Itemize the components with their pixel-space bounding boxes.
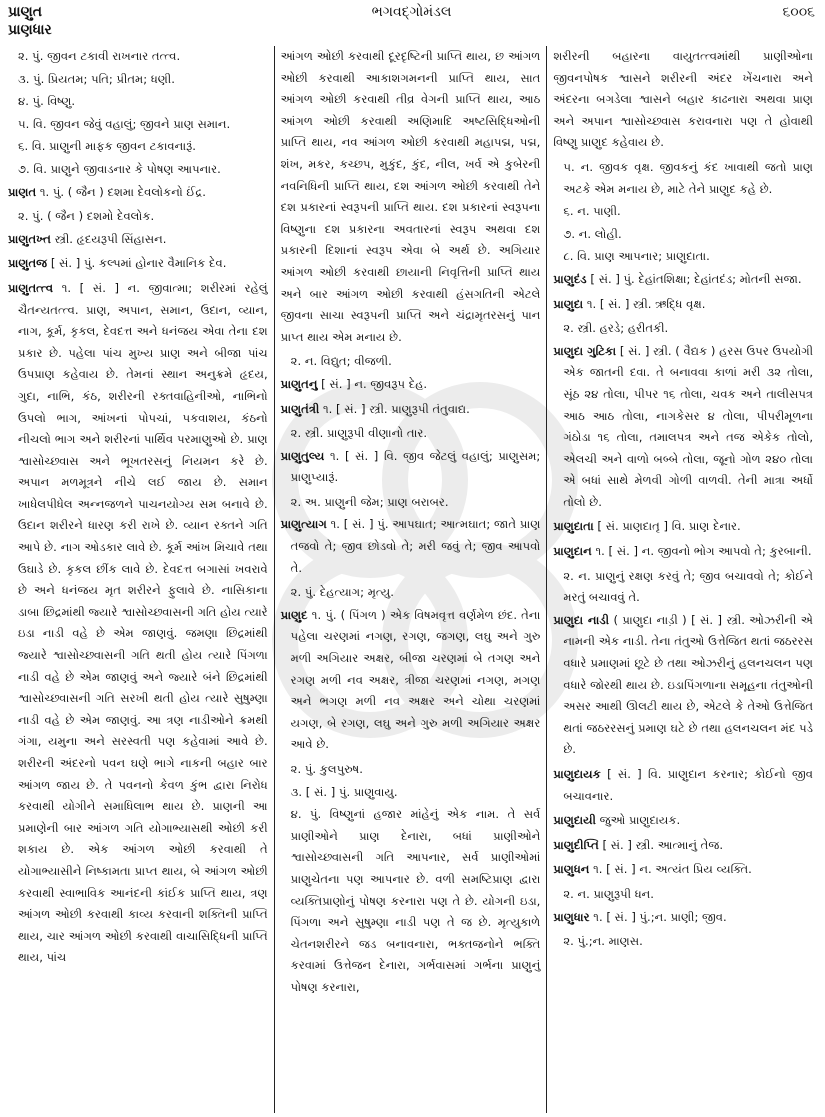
headword: પ્રાણુદાતા bbox=[553, 519, 594, 534]
definition-text: ૧. [ સં. ] ન. જીવાત્મા; શરીરમાં રહેલું ચૈતન્યતત્ત્વ. પ્રાણ, અપાન, સમાન, ઉદાન, વ્યાન, નાગ, કૂર્મ, કૃકલ, દેવદત્ત અને ધનંજય એવા તેના દશ પ્રકાર છે. પહેલા પાંચ મુખ્ય પ્રાણ અને બીજા પાંચ ઉપપ્રાણ કહેવાય છે. તેમનાં સ્થાન અનુક્રમે હૃદય, ગુદા, નાભિ, કંઠ, શરીરની રક્તવાહિનીઓ, નાભિનો ઉપલો ભાગ, આંખનાં પોપચાં, પકવાશય, કંઠનો નીચલો ભાગ અને શરીરનાં પાર્થિવ પરમાણુઓ છે. પ્રાણ શ્વાસોચ્છ્વાસ અને ભૂખતરસનું નિયમન કરે છે. અપાન મળમૂત્રને નીચે લઈ જાય છે. સમાન ખાધેલપીધેલ અન્નજળને પાચનયોગ્ય સમ બનાવે છે. ઉદાન શરીરને ધારણ કરી રાખે છે. વ્યાન રક્તને ગતિ આપે છે. નાગ ઓડકાર લાવે છે. કૂર્મ આંખ મિચાવે તથા ઉઘાડે છે. કૃકલ છીંક લાવે છે. દેવદત્ત બગાસાં ખવરાવે છે અને ધનંજય મૃત શરીરને ફુલાવે છે. નાસિકાના ડાબા છિદ્રમાંથી જ્યારે શ્વાસોચ્છ્વાસની ગતિ હોય ત્યારે ઇડા નાડી વહે છે એમ જાણવું. જમણા છિદ્રમાંથી જ્યારે શ્વાસોચ્છ્વાસની ગતિ થતી હોય ત્યારે પિંગળા નાડી વહે છે એમ જાણવું અને જ્યારે બંને છિદ્રમાંથી શ્વાસોચ્છ્વાસની ગતિ સરખી થતી હોય ત્યારે સુષુમ્ણા નાડી વહે છે એમ જાણવું. આ ત્રણ નાડીઓને ક્રમથી ગંગા, યમુના અને સરસ્વતી પણ કહેવામાં આવે છે. શરીરની અંદરનો પવન ઘણે ભાગે નાકની બહાર બાર આંગળ જાય છે. તે પવનનો કેવળ કુંભ દ્વારા નિરોધ કરવાથી યોગીને સમાધિલાભ થાય છે. પ્રાણની આ પ્રમાણેની બાર આંગળ ગતિ યોગાભ્યાસથી ઓછી કરી શકાય છે. એક આંગળ ઓછી કરવાથી તે યોગાભ્યાસીને નિષ્કામતા પ્રાપ્ત થાય, બે આંગળ ઓછી કરવાથી સ્વાભાવિક આનંદની કાંઈક પ્રાપ્તિ થાય, ત્રણ આંગળ ઓછી કરવાથી કાવ્ય કરવાની શક્તિની પ્રાપ્તિ થાય, ચાર આંગળ ઓછી કરવાથી વાચાસિદ્ધિની પ્રાપ્તિ થાય, પાંચ bbox=[18, 280, 268, 965]
dictionary-entry bbox=[8, 229, 268, 251]
page-number: ૬૦૦૬ bbox=[782, 4, 815, 20]
dictionary-entry bbox=[281, 446, 541, 489]
definition-text: ૧. [ સં. ] વિ. જીવ જેટલું વહાલું; પ્રાણુસમ; પ્રાણુપ્યારૂં. bbox=[290, 448, 541, 485]
continued-definition: આંગળ ઓછી કરવાથી દૂરદૃષ્ટિની પ્રાપ્તિ થાય, છ આંગળ ઓછી કરવાથી આકાશગમનની પ્રાપ્તિ થાય, સાત આંગળ ઓછી કરવાથી તીવ્ર વેગની પ્રાપ્તિ થાય, આઠ આંગળ ઓછી કરવાથી અણિમાદિ અષ્ટસિદ્ધિઓની પ્રાપ્તિ થાય, નવ આંગળ ઓછી કરવાથી મહાપદ્મ, પદ્મ, શંખ, મકર, કચ્છપ, મુકુંદ, કુંદ, નીલ, ખર્વ એ કુબેરની નવનિધિની પ્રાપ્તિ થાય, દશ આંગળ ઓછી કરવાથી તેને દશ પ્રકારનાં સ્વરૂપની પ્રાપ્તિ થાય. દશ પ્રકારનાં સ્વરૂપના વિષ્ણુના દશ પ્રકારના અવતારનાં સ્વરૂપ અથવા દશ પ્રકારની દિશાનાં સ્વરૂપ એવા બે અર્થ છે. અગિયાર આંગળ ઓછી કરવાથી છાયાની નિવૃત્તિની પ્રાપ્તિ થાય અને બાર આંગળ ઓછી કરવાથી હંસગતિની એટલે જીવના સાચા સ્વરૂપની પ્રાપ્તિ અને ચંદ્રામૃતરસનું પાન પ્રાપ્ત થાય એમ મનાય છે. bbox=[280, 49, 541, 344]
sense-definition: ૭. ન. લોહી. bbox=[563, 226, 622, 241]
definition-text: [ સં. ] પું. કલ્પમાં હોનાર વૈમાનિક દેવ. bbox=[47, 256, 227, 271]
headword: પ્રાણુદા નાડી bbox=[553, 612, 610, 627]
sense-definition: ૮. વિ. પ્રાણ આપનાર; પ્રાણુદાતા. bbox=[563, 249, 710, 264]
sense-definition: ૨. સ્ત્રી. પ્રાણુરૂપી વીણાનો તાર. bbox=[290, 426, 428, 441]
dictionary-entry bbox=[553, 341, 813, 514]
definition-text: [ સં. ] વિ. પ્રાણુદાન કરનાર; કોઈનો જીવ બચાવનાર. bbox=[563, 767, 814, 803]
dictionary-entry bbox=[553, 516, 813, 538]
headword: પ્રાણુદાયક bbox=[553, 767, 601, 781]
headword: પ્રાણુતંત્રી bbox=[280, 401, 320, 416]
sense-definition: ૩. [ સં. ] પું. પ્રાણુવાયુ. bbox=[290, 784, 398, 799]
headword: પ્રાણુતખ્ત bbox=[8, 231, 51, 246]
headword: પ્રાણુધાર bbox=[553, 909, 590, 924]
definition-text: ૧. [ સં. ] ન. અત્યંત પ્રિય વ્યક્તિ. bbox=[589, 862, 752, 877]
sense-definition: ૬. વિ. પ્રાણુની માફક જીવન ટકાવનારૂં. bbox=[18, 139, 196, 154]
dictionary-entry bbox=[8, 278, 268, 969]
dictionary-entry bbox=[553, 610, 813, 761]
column-3 bbox=[546, 46, 819, 1113]
dictionary-entry bbox=[8, 253, 268, 275]
definition-text: સ્ત્રી. હૃદયરૂપી સિંહાસન. bbox=[50, 231, 167, 246]
headword: પ્રાણુદા ગુટિકા bbox=[553, 343, 617, 358]
sense-definition: ૨. પું. ( જૈન ) દશમો દેવલોક. bbox=[18, 209, 155, 224]
definition-text: [ સં. ] પું. દેહાંતશિક્ષા; દેહાંતદંડ; મોતની સજા. bbox=[586, 271, 802, 286]
headword: પ્રાણુતત્ત્વ bbox=[8, 280, 54, 295]
sense-definition: ૭. વિ. પ્રાણુને જીવાડનાર કે પોષણ આપનાર. bbox=[18, 161, 221, 176]
dictionary-entry bbox=[281, 514, 541, 579]
definition-text: ૧. [ સં. ] સ્ત્રી. પ્રાણુરૂપી તંતુવાદ્ય. bbox=[319, 401, 470, 416]
dictionary-columns bbox=[8, 46, 819, 1113]
dictionary-entry bbox=[281, 399, 541, 421]
page-title: ભગવદ્ગોમંડલ bbox=[371, 4, 452, 20]
definition-text: ૧. [ સં. ] પું.;ન. પ્રાણી; જીવ. bbox=[589, 909, 727, 924]
sense-definition: ૪. પું. વિષ્ણુનાં હજાર માંહેનું એક નામ. તે સર્વ પ્રાણીઓને પ્રાણ દેનારા, બધાં પ્રાણીઓને શ્વાસોચ્છ્વાસની ગતિ આપનાર, સર્વ પ્રાણીઓમાં પ્રાણુચેતના પણ આપનાર છે. વળી સમષ્ટિપ્રાણ દ્વારા વ્યક્તિપ્રાણોનું પોષણ કરનારા પણ તે છે. યોગની ઇડા, પિંગળા અને સુષુમ્ણા નાડી પણ તે જ છે. મૃત્યુકાળે ચેતનશરીરને જડ બનાવનારા, ભક્તજનોને ભક્તિ કરવામાં ઉત્તેજન દેનારા, ગર્ભવાસમાં ગર્ભના પ્રાણુનું પોષણ કરનારા, bbox=[290, 807, 541, 994]
definition-text: ૧. [ સં. ] ન. જીવનો ભોગ આપવો તે; કુરબાની. bbox=[591, 544, 812, 559]
sense-definition: ૨. ન. વિદ્યુત; વીજળી. bbox=[290, 354, 392, 369]
sense-definition: ૨. અ. પ્રાણુની જેમ; પ્રાણ બરાબર. bbox=[290, 494, 449, 509]
dictionary-entry bbox=[281, 374, 541, 396]
definition-text: ૧. [ સં. ] સ્ત્રી. ઋદ્ધિ વૃક્ષ. bbox=[583, 296, 706, 311]
headword: પ્રાણુતનુ bbox=[280, 376, 318, 391]
column-1 bbox=[8, 46, 274, 1113]
definition-text: ૧. [ સં. ] પું. આપઘાત; આત્મઘાત; જાતે પ્રાણ તજવો તે; જીવ છોડવો તે; મરી જવું તે; જીવ આપવો તે. bbox=[290, 517, 541, 575]
definition-text: ૧. પું. ( પિંગળ ) એક વિષમવૃત્ત વર્ણમેળ છંદ. તેના પહેલા ચરણમાં નગણ, રગણ, જગણ, લઘુ અને ગુરુ મળી અગિયાર અક્ષર, બીજા ચરણમાં બે તગણ અને રગણ મળી નવ અક્ષર, ત્રીજા ચરણમાં નગણ, મગણ અને ભગણ મળી નવ અક્ષર અને ચોથા ચરણમાં યગણ, બે રગણ, લઘુ અને ગુરુ મળી અગિયાર અક્ષર આવે છે. bbox=[290, 607, 541, 752]
headword: પ્રાણુદીપ્તિ bbox=[553, 837, 599, 852]
headword: પ્રાણુધન bbox=[553, 862, 590, 877]
dictionary-entry bbox=[8, 182, 268, 204]
headword: પ્રાણુતુલ્ય bbox=[280, 448, 325, 463]
running-head-first: પ્રાણુત bbox=[8, 4, 43, 20]
headword: પ્રાણુદંડ bbox=[553, 271, 587, 286]
sense-definition: ૨. પું. કુલપુરુષ. bbox=[290, 762, 363, 776]
sense-definition: ૫. ન. જીવક વૃક્ષ. જીવકનું કંદ ખાવાથી જતો પ્રાણ અટકે એમ મનાય છે, માટે તેને પ્રાણુદ કહે છે. bbox=[563, 159, 814, 196]
sense-definition: ૨. પું.;ન. માણસ. bbox=[563, 934, 643, 949]
page-header bbox=[8, 4, 815, 26]
definition-text: ( પ્રાણુદા નાડ઼ી ) [ સં. ] સ્ત્રી. ઓઝરીની એ નામની એક નાડી. તેના તંતુઓ ઉત્તેજિત થતાં જઠરરસ વધારે પ્રમાણમાં છૂટે છે તથા ઓઝરીનું હલનચલન પણ વધારે જોરથી થાય છે. ઇડાપિંગળાના સમૂહના તંતુઓની અસર આથી ઊલટી થાય છે, એટલે કે તેઓ ઉત્તેજિત થતાં જઠરરસનું પ્રમાણ ઘટે છે તથા હલનચલન મંદ પડે છે. bbox=[563, 612, 814, 757]
dictionary-entry bbox=[553, 835, 813, 857]
dictionary-entry bbox=[553, 907, 813, 929]
sense-definition: ૨. સ્ત્રી. હરડે; હરીતકી. bbox=[563, 321, 669, 336]
headword: પ્રાણુતજ bbox=[8, 256, 48, 271]
definition-text: [ સં. પ્રાણદાતૃ ] વિ. પ્રાણ દેનાર. bbox=[593, 519, 741, 534]
headword: પ્રાણુદા bbox=[553, 296, 584, 311]
headword: પ્રાણુત્યાગ bbox=[280, 517, 327, 532]
headword: પ્રાણુદાન bbox=[553, 544, 592, 559]
dictionary-entry bbox=[553, 541, 813, 563]
dictionary-entry bbox=[553, 294, 813, 316]
sense-definition: ૨. ન. પ્રાણુનું રક્ષણ કરવું તે; જીવ બચાવવો તે; કોઈને મરતું બચાવવું તે. bbox=[563, 568, 814, 605]
sense-definition: ૨. પું. દેહત્યાગ; મૃત્યુ. bbox=[290, 585, 394, 600]
headword: પ્રાણુદ bbox=[280, 607, 308, 622]
sense-definition: ૫. વિ. જીવન જેવું વહાલું; જીવને પ્રાણ સમાન. bbox=[18, 116, 231, 131]
continued-definition: શરીરની બહારના વાયુતત્ત્વમાંથી પ્રાણીઓના જીવનપોષક શ્વાસને શરીરની અંદર ખેંચનારા અને અંદરના બગડેલા શ્વાસને બહાર કાઢનારા અથવા પ્રાણ અને અપાન શ્વાસોચ્છ્વાસ કરાવનારા પણ તે હોવાથી વિષ્ણુ પ્રાણુદ કહેવાય છે. bbox=[553, 49, 814, 150]
sense-definition: ૨. ન. પ્રાણુરૂપી ધન. bbox=[563, 886, 654, 901]
sense-definition: ૨. પું. જીવન ટકાવી રાખનાર તત્ત્વ. bbox=[18, 49, 181, 63]
headword: પ્રાણત bbox=[8, 184, 37, 199]
definition-text: [ સં. ] સ્ત્રી. આત્માનું તેજ. bbox=[598, 837, 724, 852]
dictionary-entry bbox=[553, 810, 813, 832]
dictionary-entry bbox=[553, 269, 813, 291]
definition-text: જુઓ પ્રાણુદાયક. bbox=[595, 813, 681, 828]
sense-definition: ૪. પું. વિષ્ણુ. bbox=[18, 94, 76, 109]
dictionary-entry bbox=[553, 764, 813, 807]
column-2 bbox=[274, 46, 547, 1113]
dictionary-entry bbox=[281, 605, 541, 756]
definition-text: ૧. પું. ( જૈન ) દશમા દેવલોકનો ઈંદ્ર. bbox=[36, 184, 206, 199]
running-head-last: પ્રાણધાર bbox=[8, 22, 52, 38]
dictionary-entry bbox=[553, 859, 813, 881]
definition-text: [ સં. ] સ્ત્રી. ( વૈદ્યક ) હરસ ઉપર ઉપયોગી એક જાતની દવા. તે બનાવવા કાળાં મરી ૩૨ તોલા, સૂંઠ ૨૪ તોલા, પીપર ૧૬ તોલા, ચવક અને તાલીસપત્ર આઠ આઠ તોલા, નાગકેસર ૪ તોલા, પીપરીમૂળના ગંઠોડા ૧૬ તોલા, તમાલપત્ર અને તજ એકેક તોલો, એલચી અને વાળો બબ્બે તોલા, જૂનો ગોળ ૨૪૦ તોલા એ બધાં સાથે મેળવી ગોળી વાળવી. તેની માત્રા અર્ધો તોલો છે. bbox=[563, 343, 814, 509]
sense-definition: ૩. પું. પ્રિયતમ; પતિ; પ્રીતમ; ધણી. bbox=[18, 71, 175, 86]
sense-definition: ૬. ન. પાણી. bbox=[563, 204, 621, 219]
definition-text: [ સં. ] ન. જીવરૂપ દેહ. bbox=[317, 376, 428, 391]
headword: પ્રાણુદાયી bbox=[553, 813, 596, 828]
